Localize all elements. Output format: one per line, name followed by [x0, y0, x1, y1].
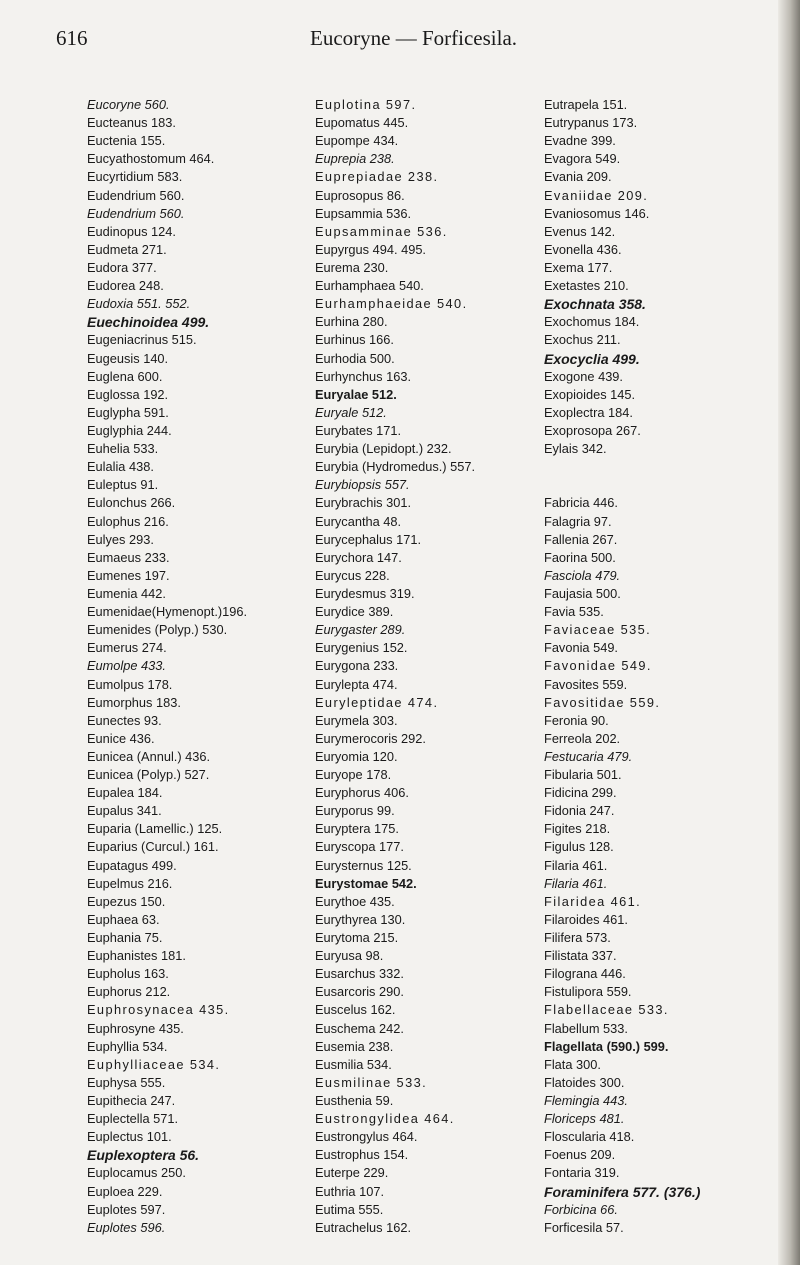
index-entry: Exochomus 184. — [544, 314, 640, 330]
index-entry: Eurydice 389. — [315, 604, 394, 620]
index-entry: Eurema 230. — [315, 259, 389, 275]
index-entry: Euploea 229. — [87, 1183, 163, 1199]
index-entry: Euplectella 571. — [87, 1111, 179, 1127]
index-entry: Eurhodia 500. — [315, 350, 395, 366]
index-entry: Euphorus 212. — [87, 984, 171, 1000]
index-column-3 — [544, 96, 700, 1237]
index-entry: Exochnata 358. — [544, 296, 646, 313]
index-entry: Euryphorus 406. — [315, 785, 409, 801]
index-entry: Exocyclia 499. — [544, 350, 640, 367]
index-entry: Eucyrtidium 583. — [87, 169, 183, 185]
index-entry: Fibularia 501. — [544, 767, 622, 783]
index-entry: Eurylepta 474. — [315, 676, 398, 692]
index-entry: Euphylliaceae 534. — [87, 1056, 221, 1072]
index-entry: Euplotes 596. — [87, 1219, 166, 1235]
index-entry: Euplotina 597. — [315, 97, 417, 112]
index-entry: Filaridea 461. — [544, 893, 642, 909]
index-entry: Favonia 549. — [544, 640, 618, 656]
index-entry: Euphrosyne 435. — [87, 1020, 184, 1036]
index-entry: Eylais 342. — [544, 441, 607, 457]
index-entry: Euplotes 597. — [87, 1201, 166, 1217]
index-entry: Evania 209. — [544, 169, 612, 185]
index-entry: Euglypha 591. — [87, 404, 169, 420]
page-number: 616 — [56, 26, 88, 50]
index-entry: Flata 300. — [544, 1056, 601, 1072]
index-entry: Fistulipora 559. — [544, 984, 632, 1000]
index-entry: Eulophus 216. — [87, 513, 169, 529]
index-entry: Evenus 142. — [544, 223, 616, 239]
index-entry: Eusmilia 534. — [315, 1056, 392, 1072]
index-entry: Eurycephalus 171. — [315, 531, 421, 547]
index-column-2 — [315, 96, 475, 1237]
index-entry: Fasciola 479. — [544, 567, 621, 583]
index-entry: Evaniosomus 146. — [544, 205, 650, 221]
index-entry: Eurhamphaeidae 540. — [315, 296, 468, 312]
index-entry: Euplocamus 250. — [87, 1165, 186, 1181]
index-entry: Flabellaceae 533. — [544, 1002, 669, 1018]
index-entry: Flagellata (590.) 599. — [544, 1038, 669, 1054]
index-entry: Eutrypanus 173. — [544, 115, 638, 131]
index-entry: Eunice 436. — [87, 730, 155, 746]
index-entry: Eumenidae(Hymenopt.)196. — [87, 604, 248, 620]
index-entry: Faorina 500. — [544, 549, 616, 565]
index-entry: Euglyphia 244. — [87, 422, 172, 438]
index-entry: Flatoides 300. — [544, 1074, 625, 1090]
index-entry: Eurhynchus 163. — [315, 368, 412, 384]
index-entry: Eupsamminae 536. — [315, 223, 448, 239]
index-entry: Exopioides 145. — [544, 386, 636, 402]
index-entry: Filograna 446. — [544, 966, 626, 982]
index-entry: Eulonchus 266. — [87, 495, 176, 511]
index-entry: Eupholus 163. — [87, 966, 169, 982]
index-entry: Eurymela 303. — [315, 712, 398, 728]
index-entry: Eumolpus 178. — [87, 676, 173, 692]
index-entry: Eusthenia 59. — [315, 1093, 394, 1109]
index-entry: Eupomatus 445. — [315, 115, 409, 131]
index-entry: Foenus 209. — [544, 1147, 616, 1163]
index-entry: Eurybrachis 301. — [315, 495, 412, 511]
index-entry: Exetastes 210. — [544, 278, 629, 294]
index-entry: Euschema 242. — [315, 1020, 404, 1036]
index-entry: Evadne 399. — [544, 133, 616, 149]
index-entry: Ferreola 202. — [544, 730, 621, 746]
index-entry: Eurystomae 542. — [315, 875, 417, 891]
index-entry: Eustrophus 154. — [315, 1147, 409, 1163]
index-entry: Eustrongylidea 464. — [315, 1111, 455, 1127]
index-entry: Eupithecia 247. — [87, 1093, 176, 1109]
page-header — [56, 26, 696, 56]
index-entry: Eupalea 184. — [87, 785, 163, 801]
index-entry: Eumorphus 183. — [87, 694, 181, 710]
index-entry: Eurymerocoris 292. — [315, 730, 426, 746]
index-entry: Eurycantha 48. — [315, 513, 402, 529]
index-entry: Favosites 559. — [544, 676, 628, 692]
index-entry: Eurhamphaea 540. — [315, 278, 424, 294]
index-entry: Eumerus 274. — [87, 640, 167, 656]
index-entry: Euhelia 533. — [87, 441, 159, 457]
index-entry: Euglena 600. — [87, 368, 163, 384]
index-entry: Filaria 461. — [544, 857, 608, 873]
index-entry: Feronia 90. — [544, 712, 609, 728]
index-entry: Fabricia 446. — [544, 495, 618, 511]
index-entry: Euterpe 229. — [315, 1165, 389, 1181]
index-entry: Exochus 211. — [544, 332, 621, 348]
index-entry: Eumolpe 433. — [87, 658, 166, 674]
index-entry: Eupezus 150. — [87, 893, 166, 909]
index-entry: Eudoxia 551. 552. — [87, 296, 191, 312]
index-spacer — [544, 458, 700, 476]
index-entry: Euplectus 101. — [87, 1129, 172, 1145]
index-entry: Exema 177. — [544, 259, 613, 275]
index-entry: Eurysternus 125. — [315, 857, 412, 873]
index-entry: Euparius (Curcul.) 161. — [87, 839, 219, 855]
index-entry: Figites 218. — [544, 821, 611, 837]
index-entry: Filifera 573. — [544, 930, 611, 946]
index-entry: Foraminifera 577. (376.) — [544, 1183, 701, 1200]
index-entry: Eunectes 93. — [87, 712, 162, 728]
index-entry: Eulyes 293. — [87, 531, 154, 547]
index-entry: Flabellum 533. — [544, 1020, 628, 1036]
index-entry: Euphrosynacea 435. — [87, 1002, 230, 1018]
index-entry: Euryale 512. — [315, 404, 387, 420]
index-entry: Eumenes 197. — [87, 567, 170, 583]
index-entry: Euryleptidae 474. — [315, 694, 439, 710]
index-entry: Euryope 178. — [315, 767, 392, 783]
index-entry: Evonella 436. — [544, 241, 622, 257]
index-entry: Euphyllia 534. — [87, 1038, 168, 1054]
index-entry: Eusmilinae 533. — [315, 1074, 428, 1090]
index-entry: Euphania 75. — [87, 930, 163, 946]
index-entry: Eurybia (Lepidopt.) 232. — [315, 441, 452, 457]
index-entry: Faviaceae 535. — [544, 622, 652, 638]
index-entry: Eurycus 228. — [315, 567, 390, 583]
index-entry: Eudendrium 560. — [87, 187, 185, 203]
index-entry: Eupompe 434. — [315, 133, 399, 149]
index-entry: Festucaria 479. — [544, 748, 633, 764]
index-entry: Eurychora 147. — [315, 549, 402, 565]
index-entry: Eucteanus 183. — [87, 115, 176, 131]
index-entry: Favositidae 559. — [544, 694, 661, 710]
index-entry: Eumenia 442. — [87, 585, 166, 601]
index-entry: Forbicina 66. — [544, 1201, 618, 1217]
index-entry: Eusarcoris 290. — [315, 984, 404, 1000]
index-entry: Favonidae 549. — [544, 658, 652, 674]
index-entry: Eumaeus 233. — [87, 549, 170, 565]
index-entry: Euryusa 98. — [315, 948, 384, 964]
index-entry: Euscelus 162. — [315, 1002, 396, 1018]
index-entry: Eugeniacrinus 515. — [87, 332, 197, 348]
index-entry: Eupalus 341. — [87, 803, 162, 819]
index-entry: Euctenia 155. — [87, 133, 166, 149]
index-entry: Euplexoptera 56. — [87, 1147, 200, 1164]
index-entry: Eulalia 438. — [87, 459, 154, 475]
index-entry: Falagria 97. — [544, 513, 612, 529]
index-entry: Eumenides (Polyp.) 530. — [87, 622, 228, 638]
index-entry: Filaroides 461. — [544, 911, 628, 927]
index-entry: Eurybia (Hydromedus.) 557. — [315, 459, 476, 475]
index-entry: Exoplectra 184. — [544, 404, 633, 420]
index-entry: Euryomia 120. — [315, 748, 398, 764]
index-entry: Faujasia 500. — [544, 585, 621, 601]
index-entry: Eucoryne 560. — [87, 97, 170, 112]
index-entry: Eurybiopsis 557. — [315, 477, 410, 493]
index-entry: Euglossa 192. — [87, 386, 169, 402]
index-entry: Eurythyrea 130. — [315, 911, 406, 927]
index-entry: Eunicea (Polyp.) 527. — [87, 767, 210, 783]
index-entry: Eudendrium 560. — [87, 205, 185, 221]
index-entry: Euthria 107. — [315, 1183, 385, 1199]
index-entry: Eudmeta 271. — [87, 241, 167, 257]
index-entry: Euprepia 238. — [315, 151, 395, 167]
index-entry: Eurygaster 289. — [315, 622, 406, 638]
index-entry: Euphysa 555. — [87, 1074, 166, 1090]
index-entry: Exoprosopa 267. — [544, 422, 641, 438]
index-entry: Eusemia 238. — [315, 1038, 394, 1054]
index-entry: Eupelmus 216. — [87, 875, 173, 891]
index-entry: Euprepiadae 238. — [315, 169, 439, 185]
index-entry: Euechinoidea 499. — [87, 314, 210, 331]
index-entry: Eugeusis 140. — [87, 350, 169, 366]
index-entry: Fidicina 299. — [544, 785, 617, 801]
index-entry: Eurytoma 215. — [315, 930, 399, 946]
index-entry: Euryporus 99. — [315, 803, 395, 819]
index-entry: Fallenia 267. — [544, 531, 618, 547]
index-entry: Eurygona 233. — [315, 658, 399, 674]
index-entry: Eurydesmus 319. — [315, 585, 415, 601]
index-entry: Euprosopus 86. — [315, 187, 405, 203]
index-entry: Filistata 337. — [544, 948, 617, 964]
index-entry: Eutrapela 151. — [544, 97, 628, 112]
index-entry: Euryscopa 177. — [315, 839, 404, 855]
index-entry: Exogone 439. — [544, 368, 623, 384]
index-column-1 — [87, 96, 247, 1237]
index-entry: Flemingia 443. — [544, 1093, 628, 1109]
index-entry: Euparia (Lamellic.) 125. — [87, 821, 223, 837]
index-entry: Eupsammia 536. — [315, 205, 412, 221]
index-entry: Floriceps 481. — [544, 1111, 625, 1127]
index-spacer — [544, 476, 700, 494]
index-entry: Euphanistes 181. — [87, 948, 186, 964]
index-entry: Euleptus 91. — [87, 477, 159, 493]
index-entry: Fidonia 247. — [544, 803, 615, 819]
index-entry: Eurhinus 166. — [315, 332, 394, 348]
index-entry: Eustrongylus 464. — [315, 1129, 418, 1145]
index-entry: Eutrachelus 162. — [315, 1219, 412, 1235]
index-entry: Favia 535. — [544, 604, 604, 620]
index-entry: Eutima 555. — [315, 1201, 384, 1217]
index-entry: Eudorea 248. — [87, 278, 164, 294]
page-edge-shadow — [778, 0, 800, 1265]
index-entry: Eurybates 171. — [315, 422, 402, 438]
index-entry: Eurythoe 435. — [315, 893, 395, 909]
index-entry: Euphaea 63. — [87, 911, 160, 927]
index-entry: Eudora 377. — [87, 259, 157, 275]
index-entry: Evaniidae 209. — [544, 187, 649, 203]
index-entry: Eunicea (Annul.) 436. — [87, 748, 211, 764]
index-entry: Forficesila 57. — [544, 1219, 624, 1235]
running-title: Eucoryne — Forficesila. — [310, 26, 518, 50]
index-entry: Eudinopus 124. — [87, 223, 176, 239]
index-entry: Euryptera 175. — [315, 821, 399, 837]
index-entry: Eurhina 280. — [315, 314, 388, 330]
index-entry: Eucyathostomum 464. — [87, 151, 215, 167]
index-entry: Eurygenius 152. — [315, 640, 408, 656]
index-entry: Eupatagus 499. — [87, 857, 177, 873]
index-entry: Figulus 128. — [544, 839, 614, 855]
index-entry: Eusarchus 332. — [315, 966, 404, 982]
index-entry: Eupyrgus 494. 495. — [315, 241, 426, 257]
index-entry: Fontaria 319. — [544, 1165, 620, 1181]
index-entry: Euryalae 512. — [315, 386, 397, 402]
index-entry: Evagora 549. — [544, 151, 621, 167]
index-entry: Filaria 461. — [544, 875, 608, 891]
index-entry: Floscularia 418. — [544, 1129, 635, 1145]
